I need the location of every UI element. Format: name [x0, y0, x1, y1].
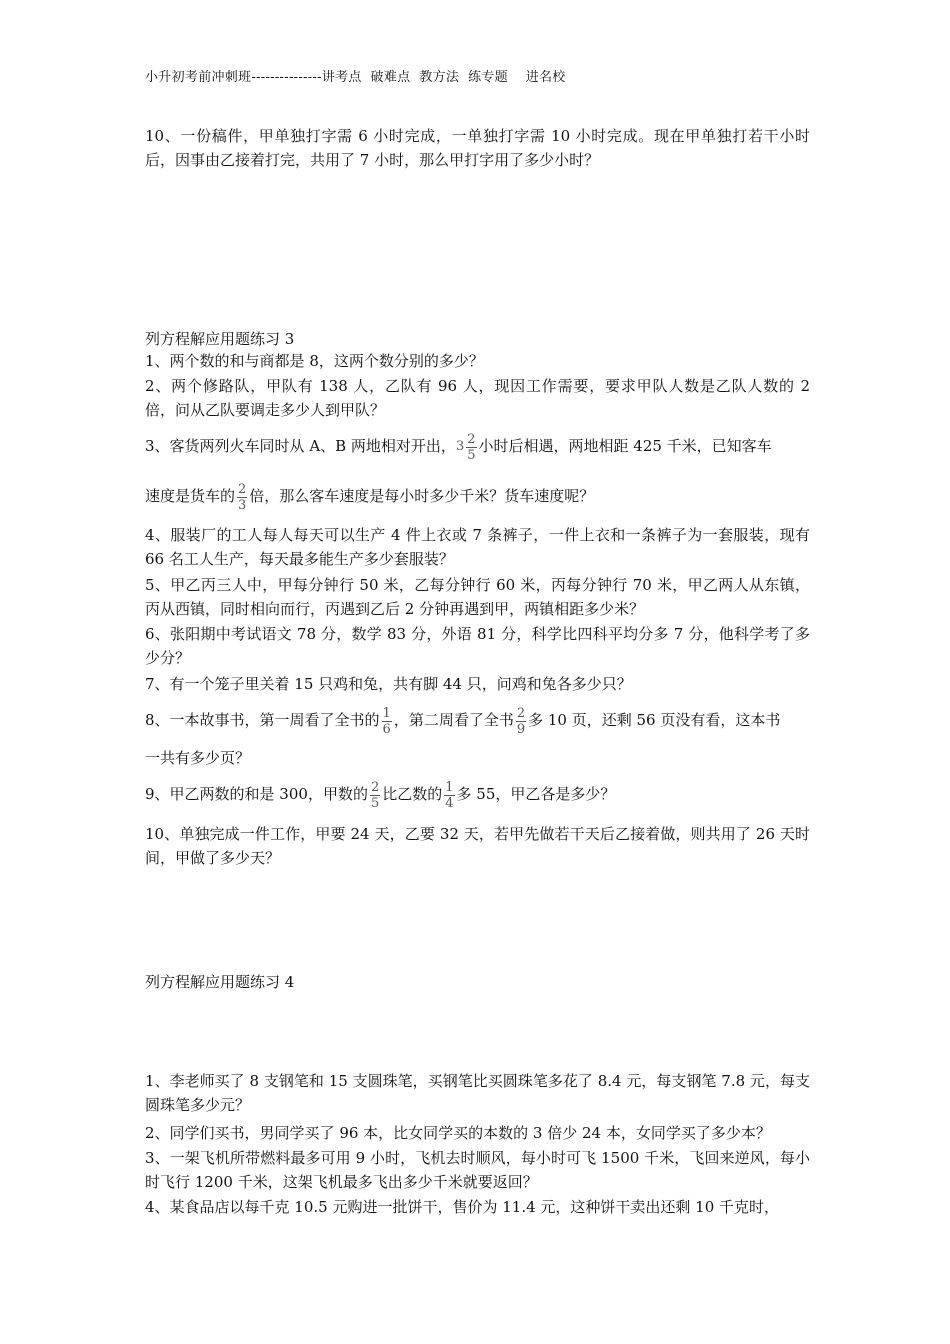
q8-text-a: 8、一本故事书，第一周看了全书的 [145, 711, 380, 729]
q9-fraction-2 [444, 780, 454, 811]
s4-question-1: 1、李老师买了 8 支钢笔和 15 支圆珠笔，买钢笔比买圆珠笔多花了 8.4 元，每支钢笔 7.8 元，每支圆珠笔多少元？ [145, 1072, 810, 1114]
q3-mixed-whole: 3 [455, 439, 465, 454]
q8-text-b: ，第二周看了全书 [393, 711, 514, 729]
q9-frac2-den: 4 [445, 795, 454, 811]
q3-text-b: 小时后相遇，两地相距 425 千米，已知客车 [478, 437, 772, 455]
s3-question-3-line2 [145, 476, 810, 516]
s4-question-2: 2、同学们买书，男同学买了 96 本，比女同学买的本数的 3 倍少 24 本，女同学买了多少本？ [145, 1124, 771, 1142]
section-3-title: 列方程解应用题练习 3 [145, 330, 295, 348]
q9-frac1-num: 2 [370, 779, 380, 795]
s3-question-4: 4、服装厂的工人每人每天可以生产 4 件上衣或 7 条裤子，一件上衣和一条裤子为一套服装，现有 66 名工人生产，每天最多能生产多少套服装？ [145, 526, 810, 568]
s3-question-3-line1 [145, 426, 810, 467]
s3-question-6: 6、张阳期中考试语文 78 分，数学 83 分，外语 81 分，科学比四科平均分多 7 分，他科学考了多少分？ [145, 625, 810, 667]
q8-fraction-1 [382, 706, 392, 737]
q9-fraction-1 [370, 780, 380, 811]
s3-question-10: 10、单独完成一件工作，甲要 24 天，乙要 32 天，若甲先做若干天后乙接着做，则共用了 26 天时间，甲做了多少天？ [145, 825, 810, 867]
s4-question-3: 3、一架飞机所带燃料最多可用 9 小时，飞机去时顺风，每小时可飞 1500 千米，飞回来逆风，每小时飞行 1200 千米，这架飞机最多飞出多少千米就要返回？ [145, 1149, 810, 1191]
q8-fraction-2 [516, 706, 526, 737]
q9-frac2-num: 1 [445, 779, 454, 795]
s3-question-1: 1、两个数的和与商都是 8，这两个数分别的多少？ [145, 352, 484, 370]
intro-question-10: 10、一份稿件，甲单独打字需 6 小时完成，一单独打字需 10 小时完成。现在甲单独打若干小时后，因事由乙接着打完，共用了 7 小时，那么甲打字用了多少小时？ [145, 127, 810, 169]
q3-text-a: 3、客货两列火车同时从 A、B 两地相对开出， [145, 437, 456, 455]
s3-question-7: 7、有一个笼子里关着 15 只鸡和兔，共有脚 44 只，问鸡和兔各多少只？ [145, 675, 632, 693]
q3-fraction-2 [237, 482, 247, 513]
q8-frac1-den: 6 [382, 721, 391, 737]
q8-frac2-num: 2 [516, 705, 526, 721]
s3-question-9 [145, 774, 810, 814]
q3-fraction-1 [466, 432, 476, 463]
page-header: 小升初考前冲刺班---------------讲考点 破难点 教方法 练专题 进名校 [145, 70, 566, 85]
s4-question-4: 4、某食品店以每千克 10.5 元购进一批饼干，售价为 11.4 元，这种饼干卖出还剩 10 千克时， [145, 1198, 780, 1216]
s3-question-8-line1 [145, 700, 810, 740]
q9-text-c: 多 55，甲乙各是多少？ [456, 785, 616, 803]
q3-frac1-num: 2 [467, 431, 476, 447]
s3-question-5: 5、甲乙丙三人中，甲每分钟行 50 米，乙每分钟行 60 米，丙每分钟行 70 米，甲乙两人从东镇，丙从西镇，同时相向而行，丙遇到乙后 2 分钟再遇到甲，两镇相距多少米？ [145, 576, 810, 618]
q3-frac2-num: 2 [238, 481, 247, 497]
q8-frac1-num: 1 [382, 705, 391, 721]
q9-frac1-den: 5 [370, 795, 380, 811]
q8-frac2-den: 9 [516, 721, 526, 737]
q3-frac1-den: 5 [467, 447, 476, 463]
q9-text-b: 比乙数的 [382, 785, 443, 803]
s3-question-8-line2: 一共有多少页？ [145, 749, 251, 767]
q8-text-c: 多 10 页，还剩 56 页没有看，这本书 [528, 711, 781, 729]
q3-text-d: 倍，那么客车速度是每小时多少千米？货车速度呢？ [249, 487, 595, 505]
section-4-title: 列方程解应用题练习 4 [145, 973, 295, 991]
s3-question-2: 2、两个修路队，甲队有 138 人，乙队有 96 人，现因工作需要，要求甲队人数是乙队人数的 2 倍，问从乙队要调走多少人到甲队？ [145, 377, 810, 419]
q3-text-c: 速度是货车的 [145, 487, 236, 505]
q3-frac2-den: 3 [238, 497, 247, 513]
q9-text-a: 9、甲乙两数的和是 300，甲数的 [145, 785, 368, 803]
